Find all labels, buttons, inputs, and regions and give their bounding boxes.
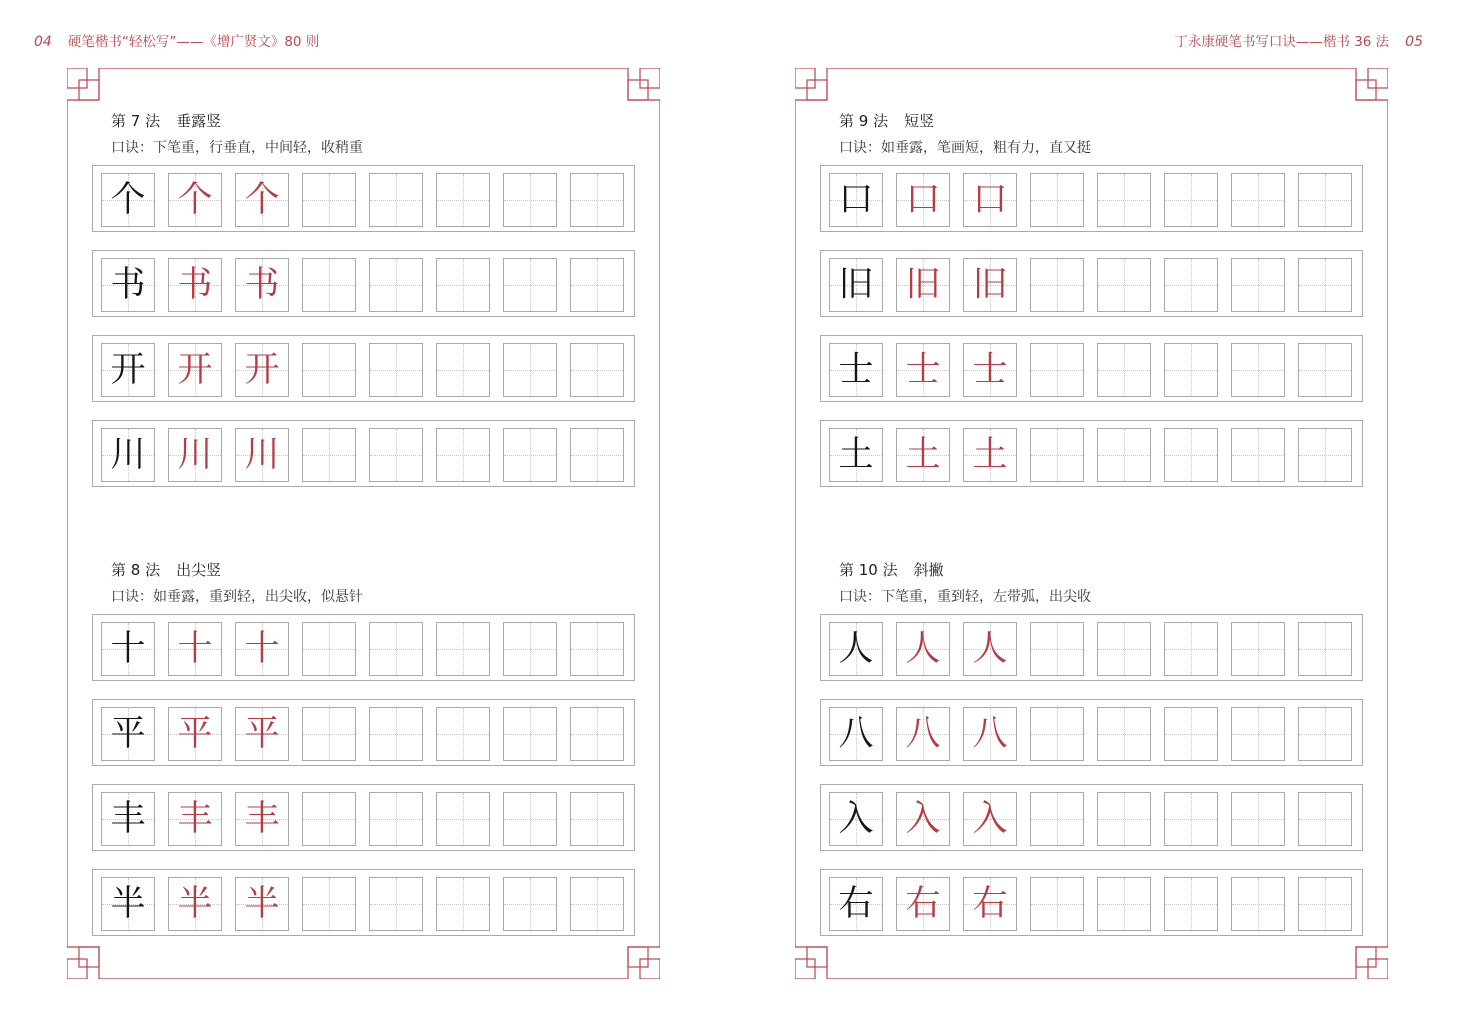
practice-row — [820, 869, 1363, 936]
model-character: 个 — [110, 179, 146, 220]
grid-cell-empty — [1298, 258, 1352, 312]
grid-cell-trace — [168, 258, 222, 312]
grid-cell-empty — [1164, 877, 1218, 931]
grid-cell-trace — [168, 877, 222, 931]
section-title — [839, 559, 944, 580]
grid-cell-empty — [503, 258, 557, 312]
grid-cell-empty — [302, 622, 356, 676]
practice-row — [820, 335, 1363, 402]
practice-row — [92, 784, 635, 851]
grid-cell-model — [829, 173, 883, 227]
grid-cell-empty — [302, 877, 356, 931]
grid-cell-trace — [235, 173, 289, 227]
grid-cell-model — [101, 173, 155, 227]
grid-cell-trace — [963, 792, 1017, 846]
section-koujue: 口诀：下笔重，重到轻，左带弧，出尖收 — [839, 589, 1091, 605]
grid-cell-model — [829, 343, 883, 397]
grid-cell-model — [101, 707, 155, 761]
trace-character: 右 — [972, 883, 1008, 924]
grid-cell-empty — [1298, 343, 1352, 397]
grid-cell-trace — [235, 877, 289, 931]
grid-cell-empty — [302, 792, 356, 846]
grid-cell-empty — [369, 258, 423, 312]
section-title — [839, 110, 934, 131]
grid-cell-trace — [896, 258, 950, 312]
trace-character: 平 — [244, 713, 280, 754]
grid-cell-empty — [1097, 173, 1151, 227]
grid-cell-empty — [1030, 258, 1084, 312]
practice-row — [820, 784, 1363, 851]
grid-cell-empty — [436, 792, 490, 846]
trace-character: 八 — [972, 713, 1008, 754]
grid-cell-trace — [896, 792, 950, 846]
grid-cell-empty — [1298, 622, 1352, 676]
grid-cell-trace — [963, 707, 1017, 761]
grid-cell-trace — [168, 707, 222, 761]
grid-cell-empty — [1298, 877, 1352, 931]
grid-cell-model — [101, 428, 155, 482]
practice-row — [820, 699, 1363, 766]
trace-character: 个 — [244, 179, 280, 220]
grid-cell-empty — [1097, 428, 1151, 482]
grid-cell-empty — [570, 428, 624, 482]
trace-character: 开 — [177, 349, 213, 390]
grid-cell-empty — [436, 343, 490, 397]
grid-cell-empty — [1164, 428, 1218, 482]
trace-character: 十 — [177, 628, 213, 669]
model-character: 丰 — [110, 798, 146, 839]
model-character: 右 — [838, 883, 874, 924]
grid-cell-trace — [896, 343, 950, 397]
model-character: 十 — [110, 628, 146, 669]
trace-character: 八 — [905, 713, 941, 754]
grid-cell-empty — [369, 428, 423, 482]
grid-cell-model — [101, 343, 155, 397]
grid-cell-empty — [1030, 343, 1084, 397]
grid-cell-empty — [1030, 428, 1084, 482]
left-page-header — [34, 30, 319, 50]
grid-cell-trace — [168, 792, 222, 846]
grid-cell-empty — [369, 707, 423, 761]
grid-cell-trace — [168, 343, 222, 397]
grid-cell-empty — [1231, 792, 1285, 846]
practice-row — [820, 165, 1363, 232]
model-character: 入 — [838, 798, 874, 839]
trace-character: 个 — [177, 179, 213, 220]
trace-character: 入 — [972, 798, 1008, 839]
grid-cell-model — [829, 792, 883, 846]
grid-cell-empty — [1231, 428, 1285, 482]
model-character: 口 — [838, 179, 874, 220]
grid-cell-empty — [436, 622, 490, 676]
grid-cell-trace — [896, 428, 950, 482]
grid-cell-empty — [302, 707, 356, 761]
grid-cell-empty — [369, 622, 423, 676]
grid-cell-empty — [570, 173, 624, 227]
trace-character: 士 — [972, 349, 1008, 390]
grid-cell-trace — [963, 343, 1017, 397]
section-title — [111, 559, 221, 580]
grid-cell-trace — [235, 343, 289, 397]
grid-cell-empty — [503, 792, 557, 846]
grid-cell-trace — [168, 622, 222, 676]
grid-cell-empty — [369, 173, 423, 227]
model-character: 开 — [110, 349, 146, 390]
grid-cell-model — [829, 707, 883, 761]
grid-cell-trace — [235, 792, 289, 846]
grid-cell-empty — [570, 877, 624, 931]
left-page-frame — [67, 68, 660, 979]
grid-cell-model — [101, 258, 155, 312]
trace-character: 书 — [244, 264, 280, 305]
rule-number: 第 9 法 — [839, 112, 889, 130]
practice-row — [92, 699, 635, 766]
grid-cell-empty — [369, 792, 423, 846]
grid-cell-empty — [1231, 173, 1285, 227]
grid-cell-empty — [503, 622, 557, 676]
practice-row — [820, 614, 1363, 681]
grid-cell-model — [829, 428, 883, 482]
grid-cell-empty — [570, 258, 624, 312]
grid-cell-empty — [436, 707, 490, 761]
trace-character: 土 — [972, 434, 1008, 475]
rule-name: 斜撇 — [913, 561, 944, 579]
grid-cell-trace — [896, 173, 950, 227]
grid-cell-empty — [436, 877, 490, 931]
trace-character: 川 — [177, 434, 213, 475]
grid-cell-empty — [1164, 173, 1218, 227]
trace-character: 人 — [905, 628, 941, 669]
trace-character: 书 — [177, 264, 213, 305]
grid-cell-trace — [168, 173, 222, 227]
grid-cell-empty — [1097, 343, 1151, 397]
grid-cell-empty — [1097, 707, 1151, 761]
grid-cell-empty — [1298, 792, 1352, 846]
trace-character: 入 — [905, 798, 941, 839]
left-page-number: 04 — [34, 34, 52, 50]
model-character: 人 — [838, 628, 874, 669]
practice-row — [92, 335, 635, 402]
model-character: 川 — [110, 434, 146, 475]
grid-cell-empty — [1164, 622, 1218, 676]
trace-character: 十 — [244, 628, 280, 669]
grid-cell-trace — [235, 258, 289, 312]
left-book-title: 硬笔楷书“轻松写”——《增广贤文》80 则 — [67, 34, 320, 50]
trace-character: 丰 — [244, 798, 280, 839]
trace-character: 开 — [244, 349, 280, 390]
rule-number: 第 8 法 — [111, 561, 161, 579]
section-koujue: 口诀：下笔重，行垂直，中间轻，收稍重 — [111, 140, 363, 156]
grid-cell-empty — [1231, 877, 1285, 931]
rule-number: 第 7 法 — [111, 112, 161, 130]
grid-cell-model — [101, 877, 155, 931]
grid-cell-empty — [436, 428, 490, 482]
grid-cell-model — [101, 622, 155, 676]
grid-cell-empty — [1097, 258, 1151, 312]
grid-cell-empty — [436, 173, 490, 227]
trace-character: 平 — [177, 713, 213, 754]
model-character: 旧 — [838, 264, 874, 305]
grid-cell-empty — [1164, 258, 1218, 312]
model-character: 士 — [838, 349, 874, 390]
grid-cell-trace — [963, 622, 1017, 676]
right-page-header — [1174, 30, 1423, 50]
grid-cell-trace — [235, 428, 289, 482]
model-character: 半 — [110, 883, 146, 924]
rule-name: 短竖 — [904, 112, 935, 130]
grid-cell-empty — [369, 343, 423, 397]
model-character: 书 — [110, 264, 146, 305]
grid-cell-empty — [302, 343, 356, 397]
grid-cell-empty — [1030, 707, 1084, 761]
grid-cell-empty — [570, 792, 624, 846]
grid-cell-trace — [963, 877, 1017, 931]
trace-character: 口 — [905, 179, 941, 220]
rule-name: 垂露竖 — [176, 112, 222, 130]
trace-character: 川 — [244, 434, 280, 475]
grid-cell-trace — [896, 707, 950, 761]
grid-cell-empty — [570, 707, 624, 761]
rule-name: 出尖竖 — [176, 561, 222, 579]
grid-cell-empty — [1030, 877, 1084, 931]
practice-row — [820, 420, 1363, 487]
section-koujue: 口诀：如垂露，笔画短，粗有力，直又挺 — [839, 140, 1091, 156]
section-title — [111, 110, 221, 131]
model-character: 土 — [838, 434, 874, 475]
grid-cell-empty — [302, 258, 356, 312]
trace-character: 旧 — [972, 264, 1008, 305]
practice-row — [820, 250, 1363, 317]
grid-cell-empty — [503, 343, 557, 397]
grid-cell-trace — [235, 707, 289, 761]
grid-cell-model — [101, 792, 155, 846]
grid-cell-empty — [1097, 622, 1151, 676]
grid-cell-empty — [570, 343, 624, 397]
practice-row — [92, 869, 635, 936]
trace-character: 土 — [905, 434, 941, 475]
grid-cell-model — [829, 622, 883, 676]
grid-cell-model — [829, 258, 883, 312]
practice-row — [92, 614, 635, 681]
grid-cell-empty — [1097, 792, 1151, 846]
practice-row — [92, 250, 635, 317]
grid-cell-empty — [1030, 792, 1084, 846]
grid-cell-empty — [1164, 343, 1218, 397]
grid-cell-trace — [896, 622, 950, 676]
grid-cell-trace — [963, 173, 1017, 227]
grid-cell-model — [829, 877, 883, 931]
grid-cell-empty — [1298, 173, 1352, 227]
grid-cell-empty — [1298, 707, 1352, 761]
grid-cell-empty — [436, 258, 490, 312]
grid-cell-empty — [503, 173, 557, 227]
grid-cell-trace — [168, 428, 222, 482]
practice-row — [92, 165, 635, 232]
practice-row — [92, 420, 635, 487]
trace-character: 旧 — [905, 264, 941, 305]
grid-cell-empty — [302, 428, 356, 482]
right-page-number: 05 — [1405, 34, 1423, 50]
right-book-title: 丁永康硬笔书写口诀——楷书 36 法 — [1174, 34, 1390, 50]
trace-character: 丰 — [177, 798, 213, 839]
trace-character: 士 — [905, 349, 941, 390]
grid-cell-empty — [1231, 622, 1285, 676]
grid-cell-empty — [1030, 173, 1084, 227]
trace-character: 右 — [905, 883, 941, 924]
trace-character: 口 — [972, 179, 1008, 220]
grid-cell-empty — [1164, 792, 1218, 846]
trace-character: 人 — [972, 628, 1008, 669]
grid-cell-trace — [963, 428, 1017, 482]
section-koujue: 口诀：如垂露，重到轻，出尖收，似悬针 — [111, 589, 363, 605]
grid-cell-empty — [503, 428, 557, 482]
grid-cell-empty — [503, 877, 557, 931]
grid-cell-empty — [1164, 707, 1218, 761]
grid-cell-trace — [235, 622, 289, 676]
model-character: 平 — [110, 713, 146, 754]
grid-cell-trace — [896, 877, 950, 931]
trace-character: 半 — [244, 883, 280, 924]
rule-number: 第 10 法 — [839, 561, 898, 579]
grid-cell-empty — [1231, 343, 1285, 397]
grid-cell-empty — [1030, 622, 1084, 676]
grid-cell-empty — [503, 707, 557, 761]
grid-cell-trace — [963, 258, 1017, 312]
grid-cell-empty — [1097, 877, 1151, 931]
model-character: 八 — [838, 713, 874, 754]
grid-cell-empty — [302, 173, 356, 227]
grid-cell-empty — [1298, 428, 1352, 482]
grid-cell-empty — [1231, 707, 1285, 761]
grid-cell-empty — [570, 622, 624, 676]
grid-cell-empty — [1231, 258, 1285, 312]
grid-cell-empty — [369, 877, 423, 931]
trace-character: 半 — [177, 883, 213, 924]
right-page-frame — [795, 68, 1388, 979]
